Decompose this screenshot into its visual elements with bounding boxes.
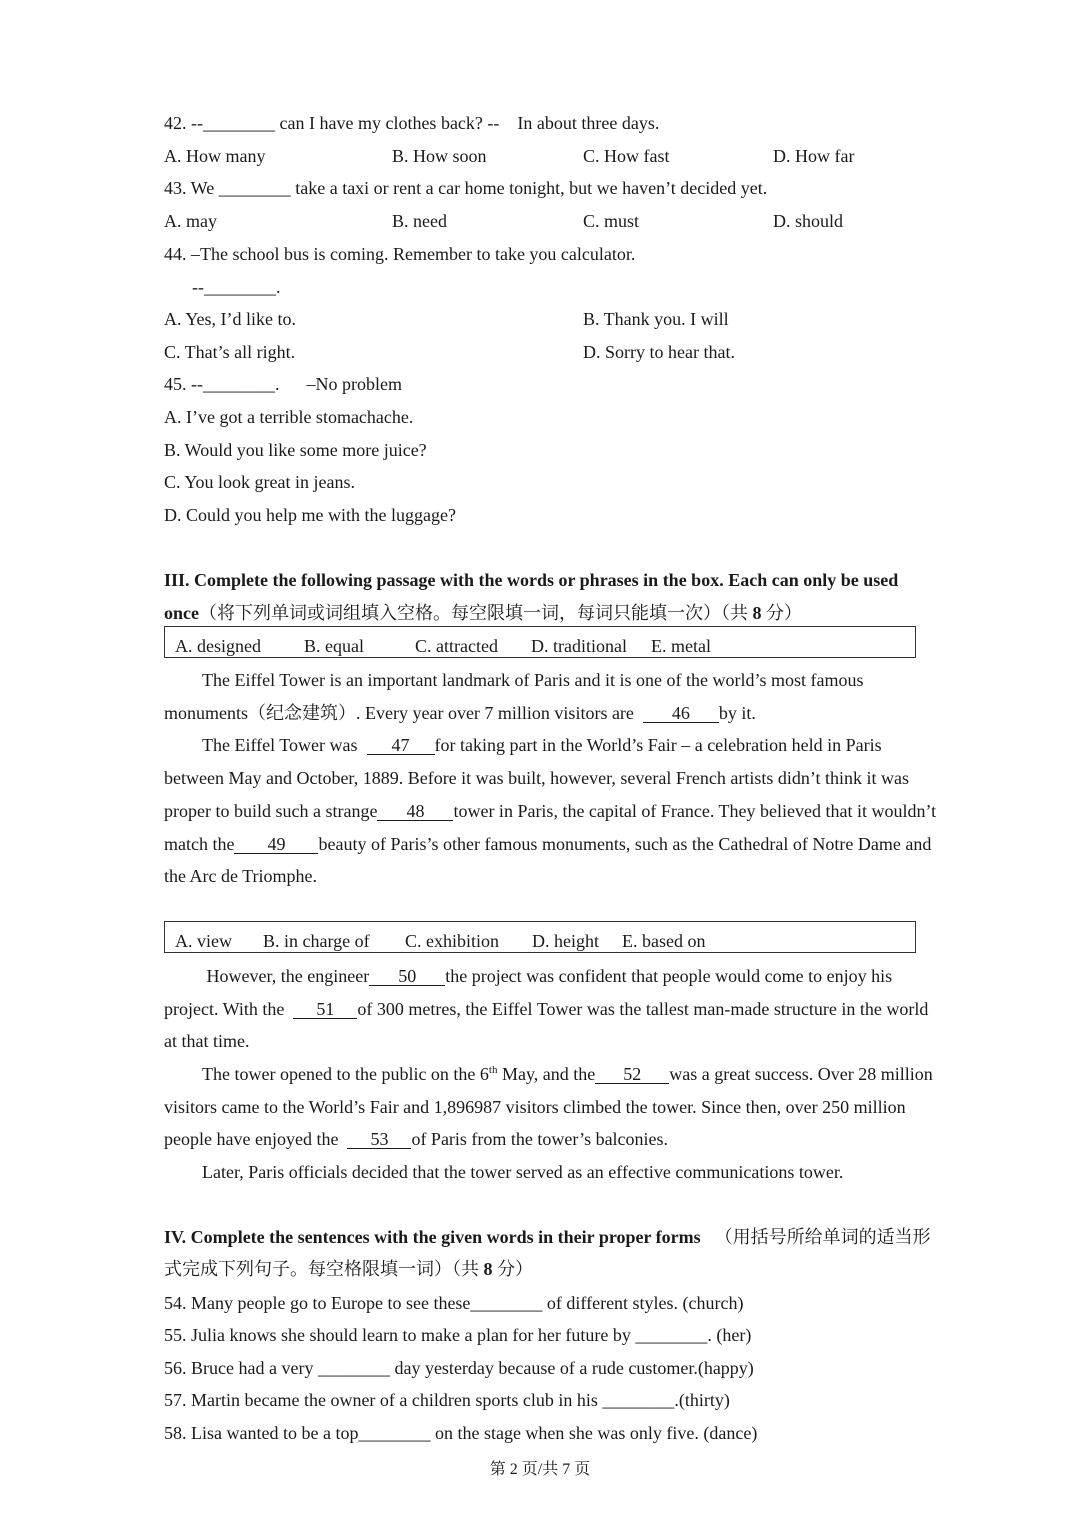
section-3-once: once	[164, 603, 199, 623]
word-box-1-item: B. equal	[304, 636, 364, 656]
blank-50: 50	[369, 967, 445, 986]
question-text: . (her)	[707, 1325, 752, 1345]
q43-option-b: B. need	[392, 211, 447, 231]
q43-option-a: A. may	[164, 211, 217, 231]
q43-prefix: 43. We	[164, 178, 219, 198]
q44-reply-end: .	[276, 277, 281, 297]
section-3-instruction-cn: （将下列单词或词组填入空格。每空限填一词，每词只能填一次）（共	[199, 603, 753, 623]
passage-p2-line2: between May and October, 1889. Before it was built, however, several French artists didn’t think it was	[164, 768, 910, 788]
q45-blank: ________	[203, 374, 275, 394]
blank-47: 47	[367, 736, 435, 755]
q44-option-b: B. Thank you. I will	[583, 309, 729, 329]
passage-p3-line1	[202, 965, 892, 987]
q45-option-b: B. Would you like some more juice?	[164, 440, 427, 460]
passage-p2-line5: the Arc de Triomphe.	[164, 866, 317, 886]
q44-option-a: A. Yes, I’d like to.	[164, 309, 297, 329]
blank-48: 48	[377, 802, 453, 821]
word-box-2-item: C. exhibition	[405, 931, 499, 951]
question-43	[164, 177, 767, 199]
question-text: 57. Martin became the owner of a children sports club in his	[164, 1390, 603, 1410]
passage-p2-line4	[164, 833, 931, 855]
q43-blank: ________	[218, 178, 291, 198]
passage-text: However, the engineer	[202, 966, 370, 986]
passage-p3-line2	[164, 998, 928, 1020]
q43-option-c: C. must	[583, 211, 640, 231]
question-57	[164, 1389, 730, 1411]
section-3-heading-cont	[164, 602, 802, 624]
passage-text: tower in Paris, the capital of France. They believed that it wouldn’t	[453, 801, 937, 821]
passage-p1-line1: The Eiffel Tower is an important landmark of Paris and it is one of the world’s most famous	[202, 670, 864, 690]
section-3-heading-end: 分）	[761, 603, 802, 623]
passage-text: The Eiffel Tower was	[202, 735, 367, 755]
word-box-1	[164, 626, 916, 658]
q55-blank: ________	[635, 1325, 708, 1345]
passage-text: people have enjoyed the	[164, 1129, 348, 1149]
q54-blank: ________	[470, 1293, 543, 1313]
word-box-2-item: A. view	[175, 931, 232, 951]
question-45	[164, 373, 402, 395]
question-text: .(thirty)	[674, 1390, 730, 1410]
passage-text: proper to build such a strange	[164, 801, 378, 821]
word-box-2-item: E. based on	[622, 931, 706, 951]
q56-blank: ________	[317, 1358, 390, 1378]
question-text: on the stage when she was only five. (dance)	[430, 1423, 758, 1443]
blank-52: 52	[595, 1065, 669, 1084]
section-4-heading-cont	[164, 1258, 533, 1280]
q57-blank: ________	[602, 1390, 675, 1410]
ordinal-suffix: th	[488, 1064, 498, 1076]
question-text: day yesterday because of a rude customer.(happy)	[389, 1358, 754, 1378]
question-text: 55. Julia knows she should learn to make a plan for her future by	[164, 1325, 636, 1345]
word-box-1-item: A. designed	[175, 636, 261, 656]
passage-text: match the	[164, 834, 235, 854]
q44-option-c: C. That’s all right.	[164, 342, 296, 362]
question-58	[164, 1422, 757, 1444]
q42-blank: ________	[203, 113, 275, 133]
word-box-2	[164, 921, 916, 953]
passage-p5-line1: Later, Paris officials decided that the tower served as an effective communications tower.	[202, 1162, 844, 1182]
word-box-2-item: D. height	[532, 931, 599, 951]
section-4-instruction-cn: （用括号所给单词的适当形	[714, 1227, 931, 1247]
question-56	[164, 1357, 754, 1379]
passage-text: by it.	[718, 703, 756, 723]
passage-p1-line2	[164, 702, 756, 724]
word-box-1-item: C. attracted	[415, 636, 498, 656]
blank-53: 53	[347, 1130, 411, 1149]
q45-prefix: 45. --	[164, 374, 203, 394]
q44-option-d: D. Sorry to hear that.	[583, 342, 735, 362]
word-box-1-item: E. metal	[651, 636, 711, 656]
question-text: of different styles. (church)	[542, 1293, 744, 1313]
passage-p4-line3	[164, 1128, 668, 1150]
passage-text: May, and the	[497, 1064, 596, 1084]
q43-text: take a taxi or rent a car home tonight, but we haven’t decided yet.	[290, 178, 768, 198]
q45-option-a: A. I’ve got a terrible stomachache.	[164, 407, 414, 427]
passage-text: of Paris from the tower’s balconies.	[411, 1129, 669, 1149]
word-box-2-item: B. in charge of	[263, 931, 370, 951]
section-3-heading: III. Complete the following passage with the words or phrases in the box. Each can only be used	[164, 570, 899, 590]
q42-prefix: 42. --	[164, 113, 203, 133]
section-4-title: IV. Complete the sentences with the given words in their proper forms	[164, 1227, 701, 1247]
question-42	[164, 112, 659, 134]
passage-text: project. With the	[164, 999, 294, 1019]
passage-text: the project was confident that people would come to enjoy his	[445, 966, 893, 986]
q44-reply	[192, 276, 281, 298]
question-54	[164, 1292, 744, 1314]
q58-blank: ________	[358, 1423, 431, 1443]
question-text: 58. Lisa wanted to be a top	[164, 1423, 359, 1443]
q42-option-c: C. How fast	[583, 146, 670, 166]
section-3-points: 8	[752, 603, 762, 623]
passage-p2-line3	[164, 800, 936, 822]
q42-option-a: A. How many	[164, 146, 266, 166]
q42-option-d: D. How far	[773, 146, 855, 166]
passage-text: of 300 metres, the Eiffel Tower was the tallest man-made structure in the world	[357, 999, 929, 1019]
q44-reply-prefix: --	[192, 277, 204, 297]
passage-text: The tower opened to the public on the 6	[202, 1064, 489, 1084]
passage-text: monuments（纪念建筑）. Every year over 7 million visitors are	[164, 703, 643, 723]
q42-option-b: B. How soon	[392, 146, 487, 166]
question-55	[164, 1324, 751, 1346]
passage-text: for taking part in the World’s Fair – a celebration held in Paris	[434, 735, 882, 755]
blank-49: 49	[234, 835, 318, 854]
q45-option-d: D. Could you help me with the luggage?	[164, 505, 456, 525]
q44-blank: ________	[204, 277, 276, 297]
passage-p3-line3: at that time.	[164, 1031, 250, 1051]
q42-text: can I have my clothes back? -- In about three days.	[275, 113, 660, 133]
passage-p4-line1	[202, 1063, 933, 1085]
section-4-instruction-cn-2: 式完成下列句子。每空格限填一词）（共	[164, 1259, 484, 1279]
section-4-points: 8	[483, 1259, 493, 1279]
blank-51: 51	[293, 1000, 357, 1019]
word-box-1-item: D. traditional	[531, 636, 627, 656]
question-44: 44. –The school bus is coming. Remember to take you calculator.	[164, 244, 636, 264]
question-text: 56. Bruce had a very	[164, 1358, 318, 1378]
blank-46: 46	[643, 704, 719, 723]
page-number-footer: 第 2 页/共 7 页	[489, 1461, 591, 1478]
section-4-heading-end: 分）	[492, 1259, 533, 1279]
q45-text: . –No problem	[275, 374, 402, 394]
q45-option-c: C. You look great in jeans.	[164, 472, 355, 492]
passage-text: beauty of Paris’s other famous monuments, such as the Cathedral of Notre Dame and	[318, 834, 932, 854]
passage-p2-line1	[202, 734, 882, 756]
q43-option-d: D. should	[773, 211, 844, 231]
section-4-heading	[164, 1226, 931, 1248]
question-text: 54. Many people go to Europe to see these	[164, 1293, 471, 1313]
passage-p4-line2: visitors came to the World’s Fair and 1,896987 visitors climbed the tower. Since then, over 250 million	[164, 1097, 906, 1117]
passage-text: was a great success. Over 28 million	[669, 1064, 933, 1084]
